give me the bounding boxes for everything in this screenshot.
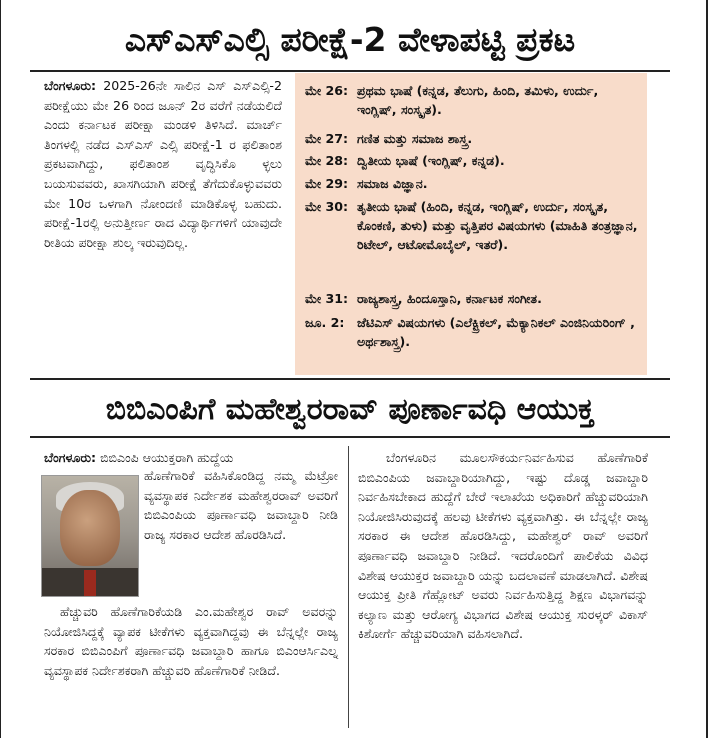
- article2-col1-top: [44, 448, 338, 468]
- headline-sslc-exam: ಎಸ್ಎಸ್ಎಲ್ಸಿ ಪರೀಕ್ಷೆ-2 ವೇಳಾಪಟ್ಟಿ ಪ್ರಕಟ: [124, 20, 576, 59]
- exam-schedule-box: [295, 73, 647, 375]
- article2-col1-beside-photo: [144, 466, 338, 544]
- headline-rule-bbmp: [30, 436, 670, 438]
- schedule-subject: ಗಣಿತ ಮತ್ತು ಸಮಾಜ ಶಾಸ್ತ್ರ.: [357, 131, 473, 146]
- article2-col1-beside-text: ಹೊಣೆಗಾರಿಕೆ ವಹಿಸಿಕೊಂಡಿದ್ದ ನಮ್ಮ ಮೆಟ್ರೋ ವ್ಯವಸ್ಥಾಪಕ ನಿರ್ದೇಶಕ ಮಹೇಶ್ವರರಾವ್ ಅವರಿಗೆ ಬಿಬಿಎಂಪಿಯ ಪೂರ್ಣಾವಧಿ ಜವಾಬ್ದಾರಿ ನೀಡಿ ರಾಜ್ಯ ಸರಕಾರ ಆದೇಶ ಹೊರಡಿಸಿದೆ.: [144, 468, 338, 542]
- article2-dateline: ಬೆಂಗಳೂರು:: [44, 450, 97, 465]
- article2-col1-para2: [44, 602, 338, 680]
- article1-text: 2025-26ನೇ ಸಾಲಿನ ಎಸ್ ಎಸ್ಎಲ್ಸಿ-2 ಪರೀಕ್ಷೆಯು ಮೇ 26 ರಿಂದ ಜೂನ್ 2ರ ವರೆಗೆ ನಡೆಯಲಿದೆ ಎಂದು ಕರ್ನಾಟಕ ಪರೀಕ್ಷಾ ಮಂಡಳಿ ತಿಳಿಸಿದೆ. ಮಾರ್ಚ್ ತಿಂಗಳಲ್ಲಿ ನಡೆದ ಎಸ್ಎಸ್ ಎಲ್ಸಿ ಪರೀಕ್ಷೆ-1 ರ ಫಲಿತಾಂಶ ಪ್ರಕಟವಾಗಿದ್ದು, ಫಲಿತಾಂಶ ವೃದ್ಧಿಸಿಕೊ ಳ್ಳಲು ಬಯಸುವವರು, ಖಾಸಗಿಯಾಗಿ ಪರೀಕ್ಷೆ ತೆಗೆದುಕೊಳ್ಳುವವರು ಮೇ 10ರ ಒಳಗಾಗಿ ನೋಂದಣಿ ಮಾಡಿಕೊಳ್ಳ ಬಹುದು. ಪರೀಕ್ಷೆ-1ರಲ್ಲಿ ಅನುತ್ತೀರ್ಣ ರಾದ ವಿದ್ಯಾರ್ಥಿಗಳಿಗೆ ಯಾವುದೇ ರೀತಿಯ ಪರೀಕ್ಷಾ ಶುಲ್ಕ ಇರುವುದಿಲ್ಲ.: [44, 78, 282, 250]
- schedule-subject: ದ್ವಿತೀಯ ಭಾಷೆ (ಇಂಗ್ಲಿಷ್, ಕನ್ನಡ).: [357, 153, 505, 168]
- page-border-left: [0, 0, 1, 738]
- article2-col1-top-text: ಬಿಬಿಎಂಪಿ ಆಯುಕ್ತರಾಗಿ ಹುದ್ದೆಯ: [100, 450, 234, 465]
- article2-col2: [358, 448, 648, 644]
- schedule-date: ಮೇ 31:: [305, 291, 349, 306]
- column-divider: [348, 446, 349, 728]
- schedule-row: [305, 197, 641, 254]
- schedule-date: ಮೇ 30:: [305, 199, 349, 214]
- headline-bbmp-commissioner: ಬಿಬಿಎಂಪಿಗೆ ಮಹೇಶ್ವರರಾವ್ ಪೂರ್ಣಾವಧಿ ಆಯುಕ್ತ: [105, 392, 595, 427]
- page-border-right: [706, 0, 708, 738]
- schedule-date: ಜೂ. 2:: [305, 315, 345, 330]
- schedule-row: [305, 151, 641, 170]
- article2-col2-text: ಬೆಂಗಳೂರಿನ ಮೂಲಸೌಕರ್ಯನಿರ್ವಹಿಸುವ ಹೊಣೆಗಾರಿಕೆ ಬಿಬಿಎಂಪಿಯ ಜವಾಬ್ದಾರಿಯಾಗಿದ್ದು, ಇಷ್ಟು ದೊಡ್ಡ ಜವಾಬ್ದಾರಿ ನಿರ್ವಹಿಸಬೇಕಾದ ಹುದ್ದೆಗೆ ಬೇರೆ ಇಲಾಖೆಯ ಅಧಿಕಾರಿಗೆ ಹೆಚ್ಚುವರಿಯಾಗಿ ನಿಯೋಜಿಸಿರುವುದಕ್ಕೆ ಹಲವು ಟೀಕೆಗಳು ವ್ಯಕ್ತವಾಗಿತ್ತು. ಈ ಬೆನ್ನಲ್ಲೇ ರಾಜ್ಯ ಸರಕಾರ ಈ ಆದೇಶ ಹೊರಡಿಸಿದ್ದು, ಮಹೇಶ್ವರ್ ರಾವ್ ಅವರಿಗೆ ಪೂರ್ಣಾವಧಿ ಜವಾಬ್ದಾರಿ ನೀಡಿದೆ. ಇದರೊಂದಿಗೆ ಪಾಲಿಕೆಯ ವಿವಿಧ ವಿಶೇಷ ಆಯುಕ್ತರ ಜವಾಬ್ದಾರಿ ಯನ್ನು ಬದಲಾವಣೆ ಮಾಡಲಾಗಿದೆ. ವಿಶೇಷ ಆಯುಕ್ತ ಪ್ರೀತಿ ಗೆಹ್ಲೋಟ್ ಅವರು ನಿರ್ವಹಿಸುತ್ತಿದ್ದ ಶಿಕ್ಷಣ ವಿಭಾಗವನ್ನು ಕಲ್ಯಾಣ ಮತ್ತು ಆರೋಗ್ಯ ವಿಭಾಗದ ವಿಶೇಷ ಆಯುಕ್ತ ಸುರಳ್ಕರ್ ವಿಕಾಸ್ ಕಿಶೋರ್ಗೆ ಹೆಚ್ಚುವರಿಯಾಗಿ ವಹಿಸಲಾಗಿದೆ.: [358, 450, 648, 642]
- schedule-subject: ಜೆಟಿಎಸ್ ವಿಷಯಗಳು (ಎಲೆಕ್ಟ್ರಿಕಲ್, ಮೆಕ್ಯಾನಿಕಲ್ ಎಂಜಿನಿಯರಿಂಗ್ , ಅರ್ಥಶಾಸ್ತ್ರ).: [357, 315, 635, 349]
- schedule-date: ಮೇ 27:: [305, 131, 349, 146]
- headline-rule-top: [30, 70, 670, 72]
- article1-body: [44, 76, 282, 252]
- article1-dateline: ಬೆಂಗಳೂರು:: [44, 78, 97, 93]
- schedule-date: ಮೇ 28:: [305, 153, 349, 168]
- schedule-row: [305, 174, 641, 193]
- mahesh-rao-photo: [41, 475, 139, 597]
- schedule-row: [305, 313, 641, 351]
- schedule-row: [305, 129, 641, 148]
- schedule-subject: ಪ್ರಥಮ ಭಾಷೆ (ಕನ್ನಡ, ತೆಲುಗು, ಹಿಂದಿ, ತಮಿಳು, ಉರ್ದು, ಇಂಗ್ಲಿಷ್, ಸಂಸ್ಕೃತ).: [357, 83, 599, 117]
- article2-col1-para2-text: ಹೆಚ್ಚುವರಿ ಹೊಣೆಗಾರಿಕೆಯಡಿ ಎಂ.ಮಹೇಶ್ವರ ರಾವ್ ಅವರನ್ನು ನಿಯೋಜಿಸಿದ್ದಕ್ಕೆ ವ್ಯಾಪಕ ಟೀಕೆಗಳು ವ್ಯಕ್ತವಾಗಿದ್ದವು ಈ ಬೆನ್ನಲ್ಲೇ ರಾಜ್ಯ ಸರಕಾರ ಬಿಬಿಎಂಪಿಗೆ ಪೂರ್ಣಾವಧಿ ಜವಾಬ್ದಾರಿ ಹಾಗೂ ಬಿಎಂಆರ್ಸಿಎಲ್ನ ವ್ಯವಸ್ಥಾಪಕ ನಿರ್ದೇಶಕರಾಗಿ ಹೆಚ್ಚುವರಿ ಹೊಣೆಗಾರಿಕೆ ನೀಡಿದೆ.: [44, 604, 338, 678]
- schedule-subject: ಸಮಾಜ ವಿಜ್ಞಾನ.: [357, 176, 428, 191]
- schedule-row: [305, 289, 641, 308]
- schedule-row: [305, 81, 641, 119]
- schedule-date: ಮೇ 26:: [305, 83, 349, 98]
- schedule-subject: ರಾಜ್ಯಶಾಸ್ತ್ರ, ಹಿಂದೂಸ್ತಾನಿ, ಕರ್ನಾಟಕ ಸಂಗೀತ.: [357, 291, 542, 306]
- schedule-subject: ತೃತೀಯ ಭಾಷೆ (ಹಿಂದಿ, ಕನ್ನಡ, ಇಂಗ್ಲಿಷ್, ಉರ್ದು, ಸಂಸ್ಕೃತ, ಕೊಂಕಣಿ, ತುಳು) ಮತ್ತು ವೃತ್ತಿಪರ ವಿಷಯಗಳು (ಮಾಹಿತಿ ತಂತ್ರಜ್ಞಾನ, ರಿಟೇಲ್, ಆಟೋಮೊಬೈಲ್, ಇತರೆ).: [357, 199, 638, 252]
- schedule-date: ಮೇ 29:: [305, 176, 349, 191]
- section-divider: [30, 378, 670, 380]
